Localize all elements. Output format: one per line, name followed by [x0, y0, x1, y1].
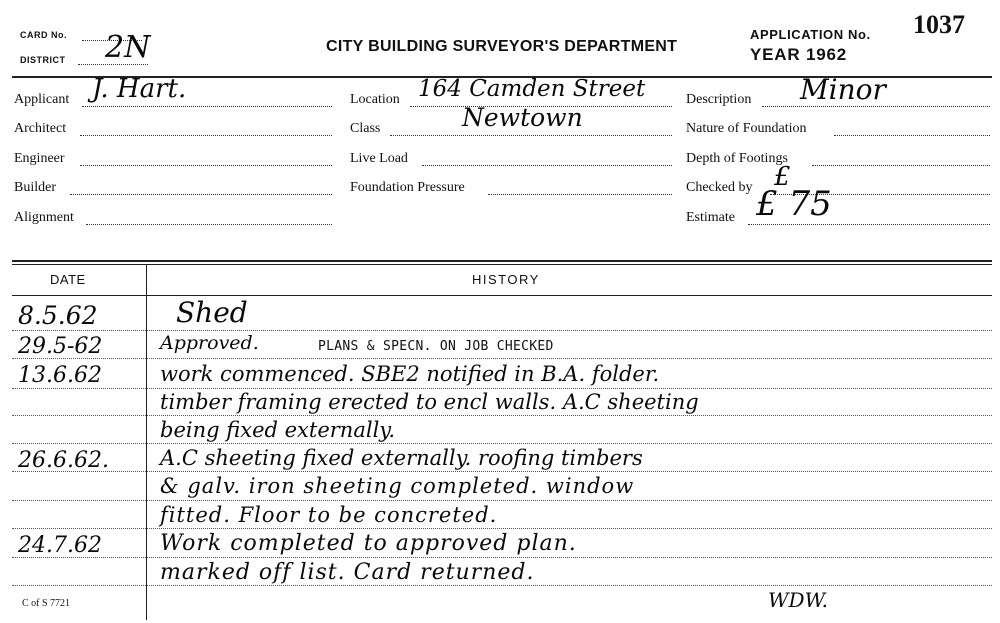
history-entry: & galv. iron sheeting completed. window	[160, 474, 635, 498]
description-label: Description	[686, 92, 752, 107]
row-guide	[12, 415, 992, 416]
application-no-label: APPLICATION No.	[750, 27, 871, 42]
history-header-rule	[12, 295, 992, 296]
history-entry: A.C sheeting fixed externally. roofing timbers	[160, 446, 643, 470]
history-top-rule	[12, 260, 992, 262]
checked-by-label: Checked by	[686, 180, 753, 195]
builder-line	[70, 194, 332, 195]
estimate-label: Estimate	[686, 210, 735, 225]
history-entry: timber framing erected to encl walls. A.C sheeting	[160, 390, 699, 414]
row-guide	[12, 528, 992, 529]
builder-label: Builder	[14, 180, 56, 195]
history-date: 26.6.62.	[18, 448, 109, 473]
row-guide	[12, 358, 992, 359]
history-date: 24.7.62	[18, 533, 102, 558]
history-entry: Work completed to approved plan.	[160, 531, 577, 556]
history-entry: Shed	[176, 296, 248, 329]
year-label: YEAR 1962	[750, 45, 847, 64]
card-no-label: CARD No.	[20, 30, 67, 40]
history-date: 8.5.62	[18, 301, 98, 330]
engineer-line	[80, 165, 332, 166]
form-code: C of S 7721	[22, 598, 71, 609]
application-number: 1037	[913, 10, 965, 39]
live-load-line	[422, 165, 672, 166]
location-value: 164 Camden Street	[418, 76, 646, 102]
alignment-line	[86, 224, 332, 225]
history-entry: Approved.	[160, 332, 259, 354]
district-value: 2N	[105, 30, 151, 65]
history-header: HISTORY	[472, 272, 540, 287]
row-guide	[12, 388, 992, 389]
class-value: Newtown	[462, 103, 583, 132]
history-column-divider	[146, 264, 147, 620]
class-label: Class	[350, 121, 381, 136]
nature-of-foundation-line	[834, 135, 990, 136]
estimate-line	[748, 224, 990, 225]
history-date: 13.6.62	[18, 363, 102, 388]
applicant-line	[82, 106, 332, 107]
nature-of-foundation-label: Nature of Foundation	[686, 121, 807, 136]
engineer-label: Engineer	[14, 151, 65, 166]
live-load-label: Live Load	[350, 151, 408, 166]
description-value: Minor	[800, 73, 886, 106]
history-date: 29.5-62	[18, 334, 103, 359]
row-guide	[12, 443, 992, 444]
location-label: Location	[350, 92, 400, 107]
class-line	[390, 135, 672, 136]
approval-stamp: PLANS & SPECN. ON JOB CHECKED	[318, 339, 554, 354]
checked-by-value: £	[774, 162, 791, 192]
row-guide	[12, 471, 992, 472]
alignment-label: Alignment	[14, 210, 74, 225]
history-top-rule-2	[12, 264, 992, 265]
applicant-value: J. Hart.	[92, 74, 187, 104]
date-header: DATE	[50, 272, 86, 287]
foundation-pressure-label: Foundation Pressure	[350, 180, 465, 195]
applicant-label: Applicant	[14, 92, 70, 107]
history-entry: fitted. Floor to be concreted.	[160, 503, 498, 527]
depth-of-footings-label: Depth of Footings	[686, 151, 788, 166]
architect-line	[80, 135, 332, 136]
row-guide	[12, 330, 992, 331]
district-label: DISTRICT	[20, 55, 66, 65]
history-entry: being fixed externally.	[160, 418, 396, 442]
history-entry: work commenced. SBE2 notified in B.A. folder.	[160, 362, 660, 386]
signature: WDW.	[768, 588, 829, 612]
depth-of-footings-line	[812, 165, 990, 166]
department-title: CITY BUILDING SURVEYOR'S DEPARTMENT	[326, 38, 678, 55]
row-guide	[12, 585, 992, 586]
description-line	[762, 106, 990, 107]
row-guide	[12, 500, 992, 501]
estimate-value: £ 75	[756, 184, 832, 224]
architect-label: Architect	[14, 121, 67, 136]
history-entry: marked off list. Card returned.	[160, 560, 535, 585]
foundation-pressure-line	[488, 194, 672, 195]
row-guide	[12, 557, 992, 558]
